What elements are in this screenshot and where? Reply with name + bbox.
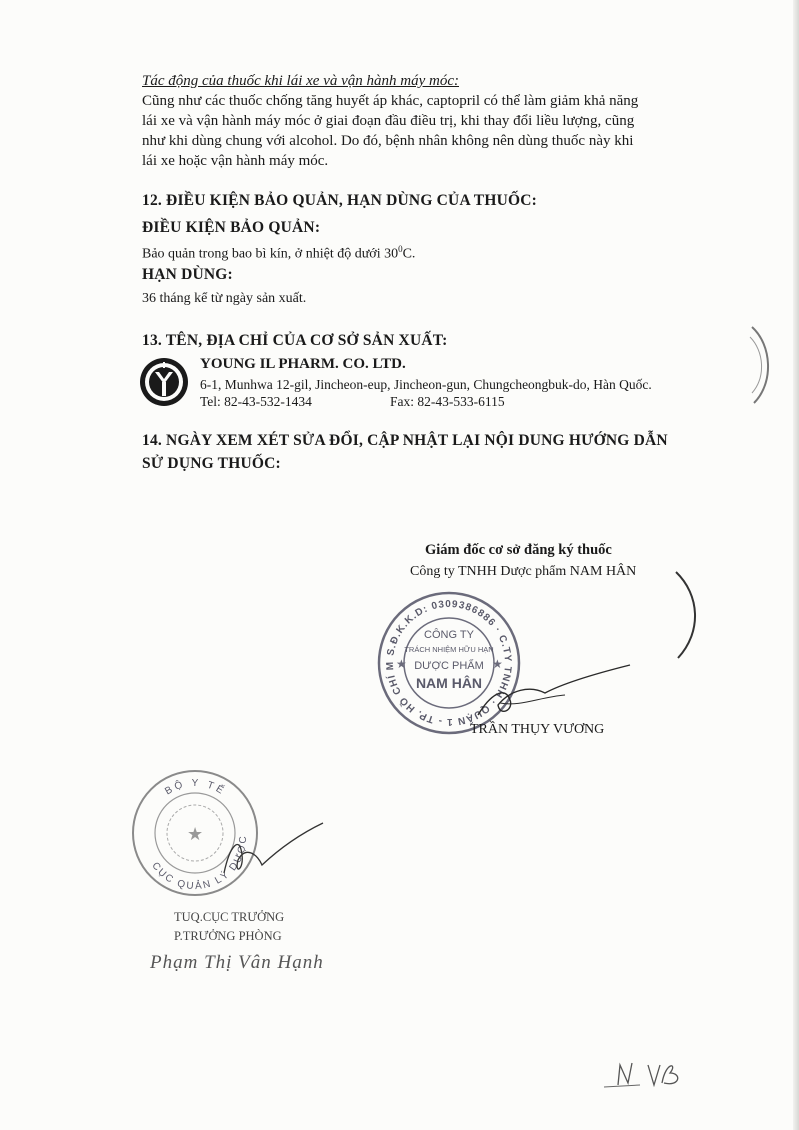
driving-line-1: Cũng như các thuốc chống tăng huyết áp khác, captopril có thể làm giảm khả năng	[142, 93, 639, 109]
stamp-star-right-icon: ★	[492, 657, 503, 671]
ministry-emblem-star-icon: ★	[187, 824, 204, 844]
section-14-heading-line-1: 14. NGÀY XEM XÉT SỬA ĐỔI, CẬP NHẬT LẠI NỘI DUNG HƯỚNG DẪN	[142, 432, 668, 449]
signature-title: Giám đốc cơ sở đăng ký thuốc	[425, 542, 612, 558]
stamp-ring-text: S.Đ.K.K.D: 0309386886 · C.TY TNHH · QUẬN 1 - TP. HỒ CHÍ M	[384, 598, 514, 728]
svg-text:BỘ Y TẾ	[163, 777, 228, 798]
manufacturer-tel: Tel: 82-43-532-1434	[200, 394, 312, 409]
stamp-line-3: DƯỢC PHẨM	[414, 660, 484, 672]
signature-company: Công ty TNHH Dược phẩm NAM HÂN	[410, 564, 637, 579]
ministry-stamp-bottom-text: CỤC QUẢN LÝ DƯỢC	[149, 834, 250, 893]
driving-line-3: như khi dùng chung với alcohol. Do đó, bệnh nhân không nên dùng thuốc này khi	[142, 133, 634, 149]
initials-scribble	[600, 1055, 695, 1095]
section-14-heading-line-2: SỬ DỤNG THUỐC:	[142, 455, 281, 472]
margin-stamp-fragment-1	[748, 325, 778, 405]
manufacturer-fax: Fax: 82-43-533-6115	[390, 394, 505, 409]
stamp-star-left-icon: ★	[396, 657, 407, 671]
stamp-line-1: CÔNG TY	[424, 629, 474, 641]
stamp-line-2: TRÁCH NHIỆM HỮU HẠN	[404, 645, 494, 654]
shelf-life-text: 36 tháng kể từ ngày sản xuất.	[142, 291, 307, 306]
shelf-life-label: HẠN DÙNG:	[142, 266, 233, 283]
driving-line-4: lái xe hoặc vận hành máy móc.	[142, 153, 329, 169]
section-13-heading: 13. TÊN, ĐỊA CHỈ CỦA CƠ SỞ SẢN XUẤT:	[142, 332, 448, 349]
ministry-line-1: TUQ.CỤC TRƯỞNG	[174, 910, 285, 924]
manufacturer-address: 6-1, Munhwa 12-gil, Jincheon-eup, Jincheon-gun, Chungcheongbuk-do, Hàn Quốc.	[200, 377, 652, 392]
storage-label: ĐIỀU KIỆN BẢO QUẢN:	[142, 219, 321, 236]
storage-text: Bảo quản trong bao bì kín, ở nhiệt độ dưới $30^0C$.	[142, 244, 416, 262]
margin-stamp-fragment-2	[670, 570, 704, 660]
ministry-stamp-top-text: BỘ Y TẾ	[163, 777, 228, 798]
page-edge-shadow	[793, 0, 799, 1130]
driving-line-2: lái xe và vận hành máy móc ở giai đoạn đầu điều trị, khi thay đổi liều lượng, cũng	[142, 113, 635, 129]
section-12-heading: 12. ĐIỀU KIỆN BẢO QUẢN, HẠN DÙNG CỦA THUỐC:	[142, 192, 537, 209]
stamp-line-4: NAM HÂN	[415, 675, 483, 691]
young-il-logo-icon	[138, 356, 190, 408]
ministry-signature	[218, 815, 328, 885]
signer-name: TRẦN THỤY VƯƠNG	[470, 722, 605, 737]
driving-section-title: Tác động của thuốc khi lái xe và vận hành máy móc:	[142, 73, 459, 89]
ministry-line-2: P.TRƯỞNG PHÒNG	[174, 929, 282, 943]
manufacturer-name: YOUNG IL PHARM. CO. LTD.	[200, 356, 406, 372]
ministry-signer: Phạm Thị Vân Hạnh	[150, 952, 324, 973]
